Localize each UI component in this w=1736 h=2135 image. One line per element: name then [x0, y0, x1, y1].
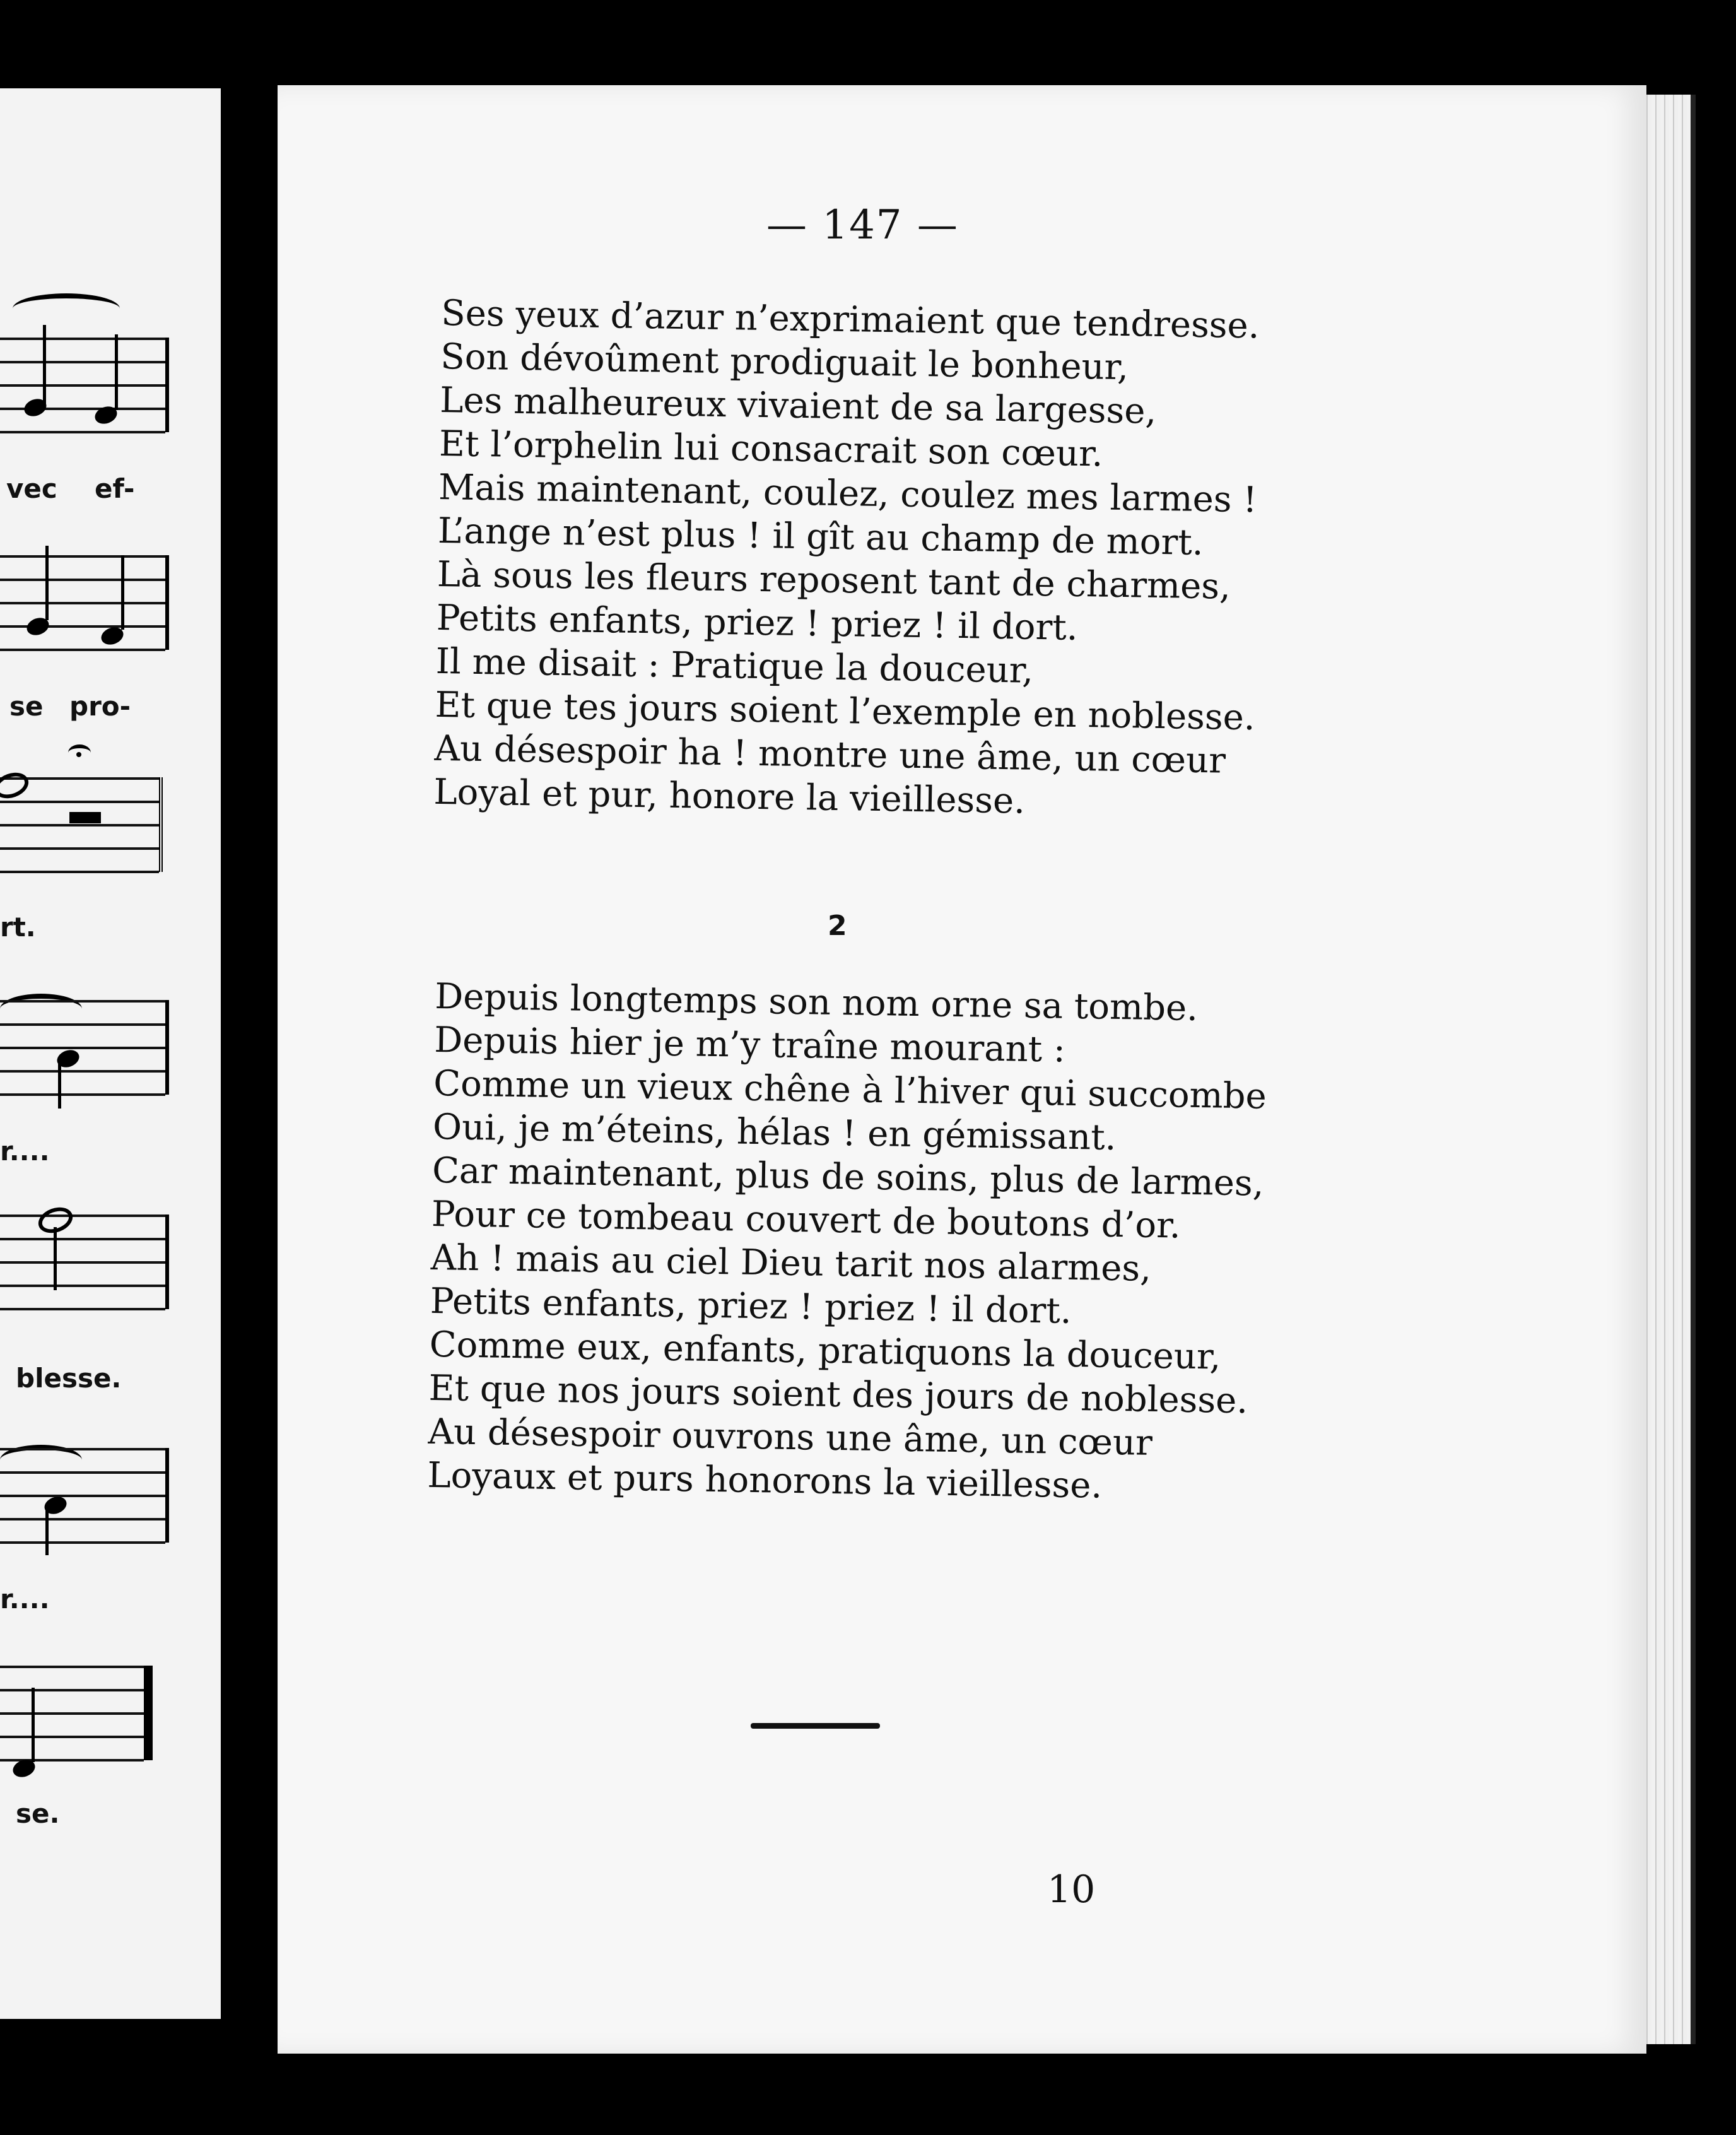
- verse-line: Mais maintenant, coulez, coulez mes larmes !: [438, 466, 1258, 521]
- lyric-syllable: se.: [16, 1798, 60, 1829]
- verse-line: Depuis longtemps son nom orne sa tombe.: [434, 975, 1199, 1029]
- verse-line: Au désespoir ha ! montre une âme, un cœur: [434, 727, 1226, 782]
- music-staff: [0, 1448, 169, 1543]
- lyric-syllable: se: [9, 691, 44, 722]
- note-stem: [43, 325, 46, 404]
- verse-line: Comme un vieux chêne à l’hiver qui succombe: [433, 1062, 1267, 1117]
- verse-line: Là sous les fleurs reposent tant de charmes,: [437, 553, 1231, 608]
- verse-line: Son dévoûment prodiguait le bonheur,: [440, 336, 1129, 389]
- note-stem: [45, 546, 49, 620]
- lyric-syllable: pro-: [69, 691, 131, 722]
- lyric-syllable: ef-: [95, 473, 135, 504]
- music-staff: [0, 1000, 169, 1095]
- note-stem: [54, 1227, 57, 1290]
- fermata-icon: [68, 744, 91, 761]
- verse-line: Et que tes jours soient l’exemple en noblesse.: [435, 684, 1256, 739]
- verse-line: Loyal et pur, honore la vieillesse.: [433, 771, 1026, 822]
- verse-line: Oui, je m’éteins, hélas ! en gémissant.: [432, 1106, 1117, 1158]
- verse-2: [427, 975, 1331, 1511]
- end-ornament: [751, 1723, 880, 1729]
- verse-line: Ah ! mais au ciel Dieu tarit nos alarmes,: [430, 1237, 1152, 1290]
- lyric-syllable: r....: [0, 1136, 50, 1167]
- verse-line: Ses yeux d’azur n’exprimaient que tendresse.: [440, 292, 1260, 347]
- verse-line: Petits enfants, priez ! priez ! il dort.: [436, 597, 1079, 649]
- signature-mark: 10: [1047, 1867, 1096, 1912]
- music-staff: [0, 1215, 169, 1309]
- verse-line: Il me disait : Pratique la douceur,: [435, 640, 1034, 691]
- verse-line: Et que nos jours soient des jours de noblesse.: [428, 1367, 1248, 1422]
- verse-line: Car maintenant, plus de soins, plus de larmes,: [431, 1150, 1264, 1204]
- verse-line: Et l’orphelin lui consacrait son cœur.: [438, 423, 1103, 475]
- lyric-syllable: vec: [6, 473, 57, 504]
- verse-line: Loyaux et purs honorons la vieillesse.: [427, 1454, 1103, 1507]
- music-staff: [0, 338, 169, 432]
- note-stem: [115, 334, 118, 410]
- stanza-number: 2: [828, 910, 847, 942]
- verse-line: Au désespoir ouvrons une âme, un cœur: [428, 1411, 1153, 1464]
- book-gutter: [227, 76, 284, 2063]
- music-staff: [0, 1666, 153, 1760]
- verse-line: Petits enfants, priez ! priez ! il dort.: [430, 1280, 1072, 1332]
- music-staff: [0, 555, 169, 650]
- note-stem: [45, 1505, 49, 1555]
- verse-line: Pour ce tombeau couvert de boutons d’or.: [431, 1193, 1182, 1247]
- page-number: — 147 —: [766, 202, 959, 249]
- verse-line: Les malheureux vivaient de sa largesse,: [439, 379, 1157, 432]
- note-stem: [32, 1688, 35, 1762]
- rest: [69, 812, 101, 823]
- slur: [13, 293, 120, 324]
- half-note: [0, 768, 32, 803]
- note-stem: [121, 555, 124, 630]
- lyric-syllable: blesse.: [16, 1363, 122, 1394]
- note-stem: [58, 1058, 61, 1109]
- music-staff: [0, 777, 163, 872]
- verse-line: Depuis hier je m’y traîne mourant :: [433, 1019, 1066, 1071]
- lyric-syllable: rt.: [0, 912, 36, 943]
- lyric-syllable: r....: [0, 1584, 50, 1614]
- verse-line: L’ange n’est plus ! il gît au champ de mort.: [437, 510, 1204, 564]
- verse-line: Comme eux, enfants, pratiquons la douceur,: [429, 1324, 1221, 1378]
- left-page-music: [0, 88, 227, 2019]
- verse-1: [433, 291, 1337, 828]
